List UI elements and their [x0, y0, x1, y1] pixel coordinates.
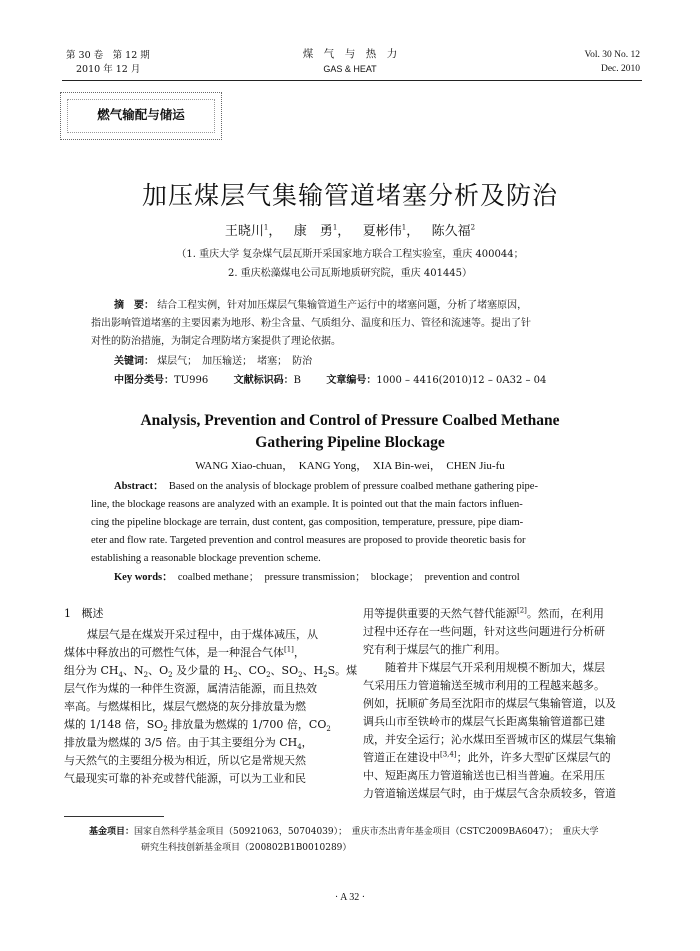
article-title-en-line-1: Analysis, Prevention and Control of Pressure Coalbed Methane — [140, 412, 560, 429]
abstract-cn-label: 摘 要： — [114, 300, 154, 311]
author-3-affil: 1 — [401, 223, 407, 232]
left-col-line-1: 煤层气是在煤炭开采过程中，由于煤体减压，从 — [87, 628, 318, 641]
t: 2 — [168, 671, 173, 680]
section-heading — [64, 605, 104, 623]
author-4: 陈久福 — [431, 224, 471, 239]
header-date-cn: 2010 年 12 月 — [76, 64, 141, 75]
header-volume-en: Vol. 30 No. 12 — [584, 50, 640, 60]
author-sep: ， — [337, 224, 351, 239]
footnote-rule — [64, 816, 164, 817]
t: 2 — [266, 671, 271, 680]
t: S。煤 — [327, 664, 358, 677]
t: 排放量为燃煤的 1/700 倍，CO — [167, 718, 327, 731]
left-col-line-6 — [64, 716, 331, 734]
left-col-line-4: 层气作为煤的一种伴生资源，属清洁能源，而且热效 — [64, 682, 317, 695]
keywords-cn — [114, 353, 312, 370]
article-title-cn: 加压煤层气集输管道堵塞分析及防治 — [141, 181, 558, 210]
header-date-en: Dec. 2010 — [600, 64, 640, 74]
affiliation-1: （1. 重庆大学 复杂煤气层瓦斯开采国家地方联合工程实验室，重庆 400044； — [176, 249, 524, 260]
header-volume-issue: 第 30 卷 第 12 期 — [66, 50, 150, 61]
keywords-cn-text: 煤层气； 加压输送； 堵塞； 防治 — [157, 356, 313, 367]
t: 、H — [302, 664, 324, 677]
header-rule — [62, 80, 642, 81]
section-number: 1 — [64, 607, 71, 620]
t: 2 — [143, 671, 149, 680]
header-journal-cn: 煤 气 与 热 力 — [302, 48, 398, 60]
t: 4 — [297, 743, 302, 752]
right-col-line-7: 调兵山市至铁岭市的煤层气长距离集输管道都已建 — [363, 715, 605, 728]
left-col-line-7 — [64, 734, 313, 752]
authors-en: WANG Xiao-chuan， KANG Yong， XIA Bin-wei， CHEN Jiu-fu — [195, 460, 505, 472]
right-col-line-1 — [363, 605, 604, 623]
clc-value: TU996 — [174, 375, 209, 386]
right-col-line-2: 过程中还存在一些问题，针对这些问题进行分析研 — [363, 625, 605, 638]
t: ；此外，许多大型矿区煤层气的 — [456, 751, 611, 764]
abstract-cn-text-1: 结合工程实例，针对加压煤层气集输管道生产运行中的堵塞问题，分析了堵塞原因， — [157, 300, 528, 311]
abstract-en-line-5: establishing a reasonable blockage prevention scheme. — [91, 553, 321, 564]
left-col-line-5: 率高。与燃煤相比，煤层气燃烧的灰分排放量为燃 — [64, 700, 306, 713]
right-col-line-4: 随着井下煤层气开采利用规模不断加大，煤层 — [385, 661, 605, 674]
abstract-en-line-1 — [114, 478, 538, 496]
t: 2 — [323, 671, 328, 680]
article-no-label: 文章编号： — [326, 375, 377, 386]
authors-cn — [0, 220, 700, 239]
t: 。然而，在利用 — [526, 607, 604, 620]
author-sep: ， — [406, 224, 420, 239]
t: 、O — [148, 664, 169, 677]
citation-3: [3,4] — [440, 750, 457, 759]
header-journal-en: GAS & HEAT — [323, 64, 377, 74]
left-col-line-2 — [64, 644, 305, 662]
right-col-line-8: 成，并安全运行；沁水煤田至晋城市区的煤层气集输 — [363, 733, 616, 746]
t: 管道正在建设中 — [363, 751, 440, 764]
left-col-line-2-text: 煤体中释放出的可燃性气体，是一种混合气体 — [64, 646, 284, 659]
t: 、N — [122, 664, 144, 677]
article-no-value: 1000 – 4416(2010)12 – 0A32 – 04 — [376, 375, 547, 386]
author-3: 夏彬伟 — [362, 224, 402, 239]
author-1-affil: 1 — [263, 223, 269, 232]
section-title: 概述 — [81, 607, 104, 620]
abstract-cn-line-3: 对性的防治措施，为制定合理防堵方案提供了理论依据。 — [91, 336, 341, 347]
author-sep: ， — [268, 224, 282, 239]
column-banner — [60, 92, 222, 140]
citation-2: [2] — [517, 606, 527, 615]
left-col-line-3 — [64, 662, 357, 680]
author-4-affil: 2 — [470, 223, 476, 232]
funding-line-1 — [89, 825, 599, 839]
t: ， — [301, 736, 313, 749]
author-2-affil: 1 — [332, 223, 338, 232]
t: 2 — [298, 671, 303, 680]
funding-text-1: 国家自然科学基金项目（50921063，50704039）； 重庆市杰出青年基金项目（CSTC2009BA6047）； 重庆大学 — [134, 827, 599, 837]
t: 排放量为燃煤的 3/5 倍。由于其主要组分为 CH — [64, 736, 298, 749]
right-col-line-11: 力管道输送煤层气时，由于煤层气含杂质较多，管道 — [363, 787, 616, 800]
page-number: · A 32 · — [334, 892, 366, 903]
right-col-line-5: 气采用压力管道输送至城市利用的工程越来越多。 — [363, 679, 605, 692]
t: 2 — [163, 725, 168, 734]
right-col-line-10: 中、短距离压力管道输送也已相当普遍。在采用压 — [363, 769, 605, 782]
t: 4 — [118, 671, 123, 680]
t: 组分为 CH — [64, 664, 119, 677]
abstract-en-line-3: cing the pipeline blockage are terrain, dust content, gas composition, temperature, pressure, pipe diam- — [91, 517, 524, 528]
abstract-en-line-4: eter and flow rate. Targeted prevention and control measures are proposed to provide theoretic basis for — [91, 535, 526, 546]
t: 、SO — [270, 664, 299, 677]
author-2: 康 勇 — [293, 224, 333, 239]
t: 及少量的 H — [172, 664, 234, 677]
doc-code-label: 文献标识码： — [233, 375, 294, 386]
abstract-en-text-1: Based on the analysis of blockage problem of pressure coalbed methane gathering pipe- — [168, 481, 538, 492]
right-col-line-9 — [363, 749, 611, 767]
left-col-line-8: 与天然气的主要组分极为相近，所以它是常规天然 — [64, 754, 306, 767]
keywords-en — [114, 569, 520, 587]
abstract-cn-line-1 — [114, 297, 527, 314]
right-col-line-3: 究有利于煤层气的推广利用。 — [363, 643, 506, 656]
article-title-en-line-2: Gathering Pipeline Blockage — [255, 434, 445, 451]
keywords-en-label: Key words： — [114, 572, 173, 583]
abstract-en-line-2: line, the blockage reasons are analyzed with an example. It is pointed out that the main factors influen- — [91, 499, 523, 510]
t: 、CO — [237, 664, 267, 677]
left-col-line-2-end: ， — [293, 646, 305, 659]
keywords-cn-label: 关键词： — [114, 356, 154, 367]
t: 煤的 1/148 倍，SO — [64, 718, 164, 731]
t: 2 — [233, 671, 238, 680]
left-col-line-9: 气最现实可靠的补充或替代能源，可以为工业和民 — [64, 772, 306, 785]
abstract-en-label: Abstract： — [114, 481, 164, 492]
abstract-cn-line-2: 指出影响管道堵塞的主要因素为地形、粉尘含量、气质组分、温度和压力、管径和流速等。提出了针 — [91, 318, 531, 329]
affiliation-2: 2. 重庆松藻煤电公司瓦斯地质研究院，重庆 401445） — [227, 268, 473, 279]
t: 用等提供重要的天然气替代能源 — [363, 607, 517, 620]
keywords-en-text: coalbed methane； pressure transmission； blockage； prevention and control — [177, 572, 520, 583]
right-col-line-6: 例如，抚顺矿务局至沈阳市的煤层气集输管道，以及 — [363, 697, 616, 710]
doc-code-value: B — [293, 375, 301, 386]
funding-line-2: 研究生科技创新基金项目（200802B1B0010289） — [141, 843, 352, 853]
author-1: 王晓川 — [224, 224, 264, 239]
funding-label: 基金项目： — [89, 827, 135, 837]
classification-line — [114, 372, 546, 389]
column-label: 燃气输配与储运 — [97, 107, 185, 122]
citation-1: [1] — [284, 645, 294, 654]
t: 2 — [326, 725, 331, 734]
clc-label: 中图分类号： — [114, 375, 174, 386]
